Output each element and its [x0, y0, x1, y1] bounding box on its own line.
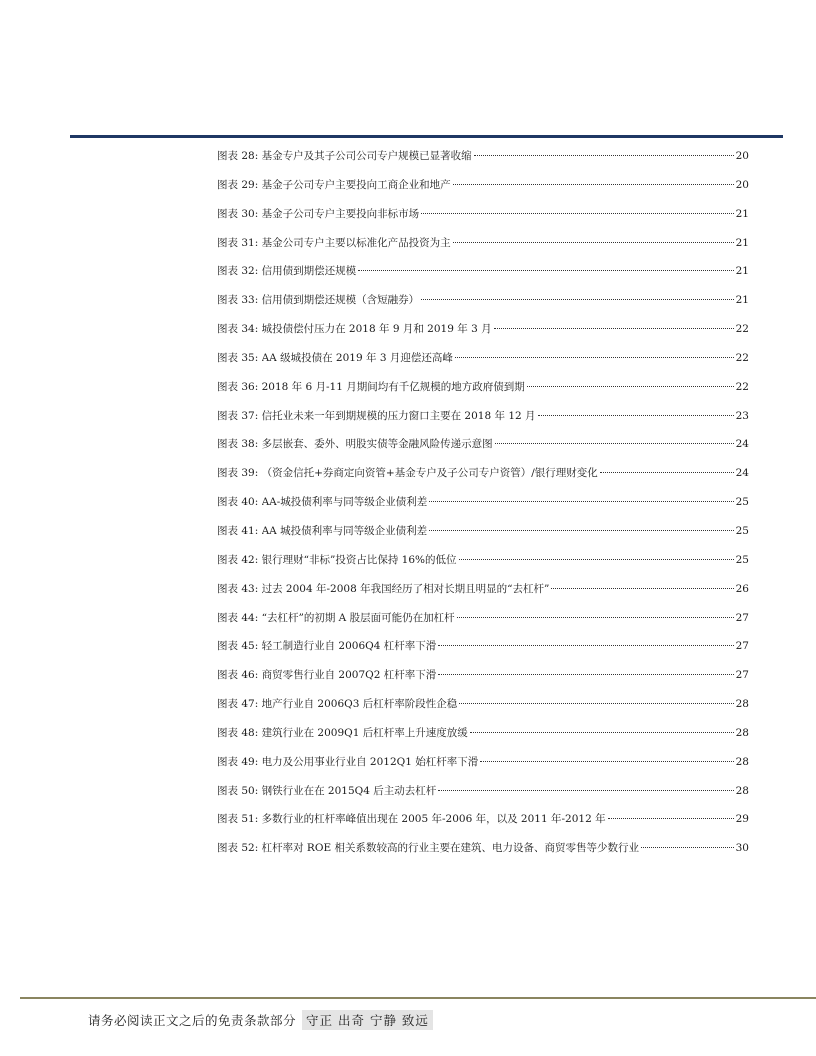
- toc-dot-leader: [470, 732, 734, 733]
- toc-entry-page: 21: [735, 236, 749, 249]
- toc-dot-leader: [600, 472, 734, 473]
- toc-entry-title: 信托业未来一年到期规模的压力窗口主要在 2018 年 12 月: [261, 409, 536, 422]
- header-rule: [70, 135, 783, 138]
- toc-dot-leader: [438, 674, 733, 675]
- toc-entry-page: 22: [735, 323, 749, 336]
- toc-entry-title: 杠杆率对 ROE 相关系数较高的行业主要在建筑、电力设备、商贸零售等少数行业: [261, 842, 639, 855]
- toc-entry-page: 28: [735, 698, 749, 711]
- toc-entry-title: 信用债到期偿还规模: [261, 265, 357, 278]
- toc-entry-title: 建筑行业在 2009Q1 后杠杆率上升速度放缓: [261, 726, 468, 739]
- toc-entry-title: 电力及公用事业行业自 2012Q1 始杠杆率下滑: [261, 755, 479, 768]
- toc-entry-title: 基金公司专户主要以标准化产品投资为主: [261, 236, 451, 249]
- toc-entry-page: 20: [735, 178, 749, 191]
- toc-entry-page: 22: [735, 380, 749, 393]
- figure-index-list: [217, 146, 749, 867]
- toc-entry-title: 基金子公司专户主要投向工商企业和地产: [261, 178, 451, 191]
- toc-entry-page: 27: [735, 640, 749, 653]
- toc-dot-leader: [455, 357, 734, 358]
- toc-entry[interactable]: [217, 521, 749, 550]
- toc-entry-title: 地产行业自 2006Q3 后杠杆率阶段性企稳: [261, 698, 458, 711]
- toc-entry-label: 图表 47:: [217, 698, 259, 711]
- toc-dot-leader: [551, 588, 733, 589]
- toc-entry[interactable]: [217, 261, 749, 290]
- toc-dot-leader: [527, 386, 734, 387]
- toc-entry-page: 20: [735, 150, 749, 162]
- toc-entry-page: 21: [735, 265, 749, 278]
- toc-entry-label: 图表 46:: [217, 669, 259, 682]
- toc-entry-title: AA 级城投债在 2019 年 3 月迎偿还高峰: [261, 351, 453, 364]
- toc-entry[interactable]: [217, 233, 749, 262]
- toc-dot-leader: [358, 270, 734, 271]
- toc-dot-leader: [438, 790, 733, 791]
- toc-entry-title: 商贸零售行业自 2007Q2 杠杆率下滑: [261, 669, 437, 682]
- toc-entry-label: 图表 30:: [217, 207, 259, 220]
- toc-dot-leader: [438, 645, 733, 646]
- toc-entry[interactable]: [217, 781, 749, 810]
- toc-entry-label: 图表 48:: [217, 726, 259, 739]
- toc-entry-label: 图表 36:: [217, 380, 259, 393]
- toc-entry-label: 图表 38:: [217, 438, 259, 451]
- toc-entry-page: 28: [735, 784, 749, 797]
- toc-entry-title: “去杠杆”的初期 A 股层面可能仍在加杠杆: [261, 611, 455, 624]
- toc-entry[interactable]: [217, 809, 749, 838]
- toc-entry-title: 银行理财“非标”投资占比保持 16%的低位: [261, 553, 457, 566]
- toc-entry-page: 28: [735, 755, 749, 768]
- toc-entry-page: 23: [735, 409, 749, 422]
- toc-entry-label: 图表 29:: [217, 178, 259, 191]
- toc-dot-leader: [421, 299, 734, 300]
- toc-entry[interactable]: [217, 377, 749, 406]
- toc-entry[interactable]: [217, 406, 749, 435]
- toc-entry-label: 图表 37:: [217, 409, 259, 422]
- toc-entry-page: 24: [735, 438, 749, 451]
- toc-dot-leader: [494, 328, 734, 329]
- toc-entry-title: 多层嵌套、委外、明股实债等金融风险传递示意图: [261, 438, 493, 451]
- toc-entry-title: AA-城投债利率与同等级企业债利差: [261, 496, 428, 509]
- toc-entry[interactable]: [217, 434, 749, 463]
- toc-entry-title: AA 城投债利率与同等级企业债利差: [261, 524, 428, 537]
- toc-entry-page: 22: [735, 351, 749, 364]
- toc-entry-title: （资金信托+券商定向资管+基金专户及子公司专户资管）/银行理财变化: [261, 467, 598, 480]
- toc-entry-label: 图表 51:: [217, 813, 259, 826]
- toc-entry-page: 29: [735, 813, 749, 826]
- toc-entry-title: 过去 2004 年-2008 年我国经历了相对长期且明显的“去杠杆”: [261, 582, 550, 595]
- toc-entry-label: 图表 50:: [217, 784, 259, 797]
- toc-dot-leader: [495, 443, 734, 444]
- toc-entry[interactable]: [217, 752, 749, 781]
- toc-entry-title: 钢铁行业在在 2015Q4 后主动去杠杆: [261, 784, 437, 797]
- footer-disclaimer: 请务必阅读正文之后的免责条款部分: [88, 1013, 297, 1028]
- toc-entry-page: 21: [735, 207, 749, 220]
- toc-entry-page: 21: [735, 294, 749, 307]
- toc-entry-page: 25: [735, 553, 749, 566]
- toc-entry-title: 基金专户及其子公司公司专户规模已显著收缩: [261, 150, 472, 162]
- toc-entry-label: 图表 49:: [217, 755, 259, 768]
- footer-slogan: 守正 出奇 宁静 致远: [302, 1010, 433, 1030]
- toc-dot-leader: [429, 501, 733, 502]
- toc-entry-page: 30: [735, 842, 749, 855]
- toc-entry[interactable]: [217, 175, 749, 204]
- toc-entry[interactable]: [217, 204, 749, 233]
- toc-entry[interactable]: [217, 723, 749, 752]
- toc-entry-label: 图表 34:: [217, 323, 259, 336]
- toc-entry-page: 27: [735, 669, 749, 682]
- toc-entry-page: 24: [735, 467, 749, 480]
- toc-entry[interactable]: [217, 463, 749, 492]
- toc-entry[interactable]: [217, 550, 749, 579]
- toc-dot-leader: [538, 415, 734, 416]
- toc-entry-label: 图表 41:: [217, 524, 259, 537]
- toc-dot-leader: [421, 213, 734, 214]
- toc-entry[interactable]: [217, 146, 749, 175]
- toc-dot-leader: [641, 847, 734, 848]
- toc-entry-page: 28: [735, 726, 749, 739]
- toc-entry[interactable]: [217, 579, 749, 608]
- toc-dot-leader: [429, 530, 734, 531]
- toc-entry[interactable]: [217, 838, 749, 867]
- toc-dot-leader: [453, 242, 734, 243]
- toc-entry-label: 图表 40:: [217, 496, 259, 509]
- toc-entry-label: 图表 52:: [217, 842, 259, 855]
- toc-entry-page: 25: [735, 496, 749, 509]
- footer-rule: [20, 997, 816, 999]
- toc-entry-label: 图表 31:: [217, 236, 259, 249]
- toc-entry-label: 图表 33:: [217, 294, 259, 307]
- toc-dot-leader: [459, 703, 733, 704]
- toc-entry-title: 2018 年 6 月-11 月期间均有千亿规模的地方政府债到期: [261, 380, 525, 393]
- page-footer: [88, 1011, 433, 1029]
- toc-entry-label: 图表 35:: [217, 351, 259, 364]
- toc-entry-label: 图表 39:: [217, 467, 259, 480]
- toc-entry-label: 图表 44:: [217, 611, 259, 624]
- toc-dot-leader: [457, 617, 734, 618]
- toc-entry-title: 城投债偿付压力在 2018 年 9 月和 2019 年 3 月: [261, 323, 492, 336]
- toc-dot-leader: [480, 761, 733, 762]
- toc-entry-page: 27: [735, 611, 749, 624]
- toc-entry-label: 图表 42:: [217, 553, 259, 566]
- toc-dot-leader: [459, 559, 734, 560]
- toc-entry-title: 轻工制造行业自 2006Q4 杠杆率下滑: [261, 640, 437, 653]
- toc-entry-title: 多数行业的杠杆率峰值出现在 2005 年-2006 年，以及 2011 年-2012 年: [261, 813, 606, 826]
- toc-entry[interactable]: [217, 290, 749, 319]
- toc-entry-label: 图表 45:: [217, 640, 259, 653]
- toc-entry[interactable]: [217, 608, 749, 637]
- toc-entry-page: 26: [735, 582, 749, 595]
- toc-dot-leader: [608, 818, 734, 819]
- toc-entry[interactable]: [217, 348, 749, 377]
- toc-entry[interactable]: [217, 319, 749, 348]
- toc-entry-label: 图表 43:: [217, 582, 259, 595]
- toc-entry[interactable]: [217, 492, 749, 521]
- toc-entry-title: 基金子公司专户主要投向非标市场: [261, 207, 420, 220]
- toc-entry-label: 图表 28:: [217, 150, 259, 162]
- toc-entry[interactable]: [217, 694, 749, 723]
- toc-entry-title: 信用债到期偿还规模（含短融券）: [261, 294, 420, 307]
- toc-entry[interactable]: [217, 665, 749, 694]
- toc-entry[interactable]: [217, 636, 749, 665]
- toc-entry-page: 25: [735, 524, 749, 537]
- toc-entry-label: 图表 32:: [217, 265, 259, 278]
- toc-dot-leader: [474, 155, 734, 156]
- toc-dot-leader: [453, 184, 734, 185]
